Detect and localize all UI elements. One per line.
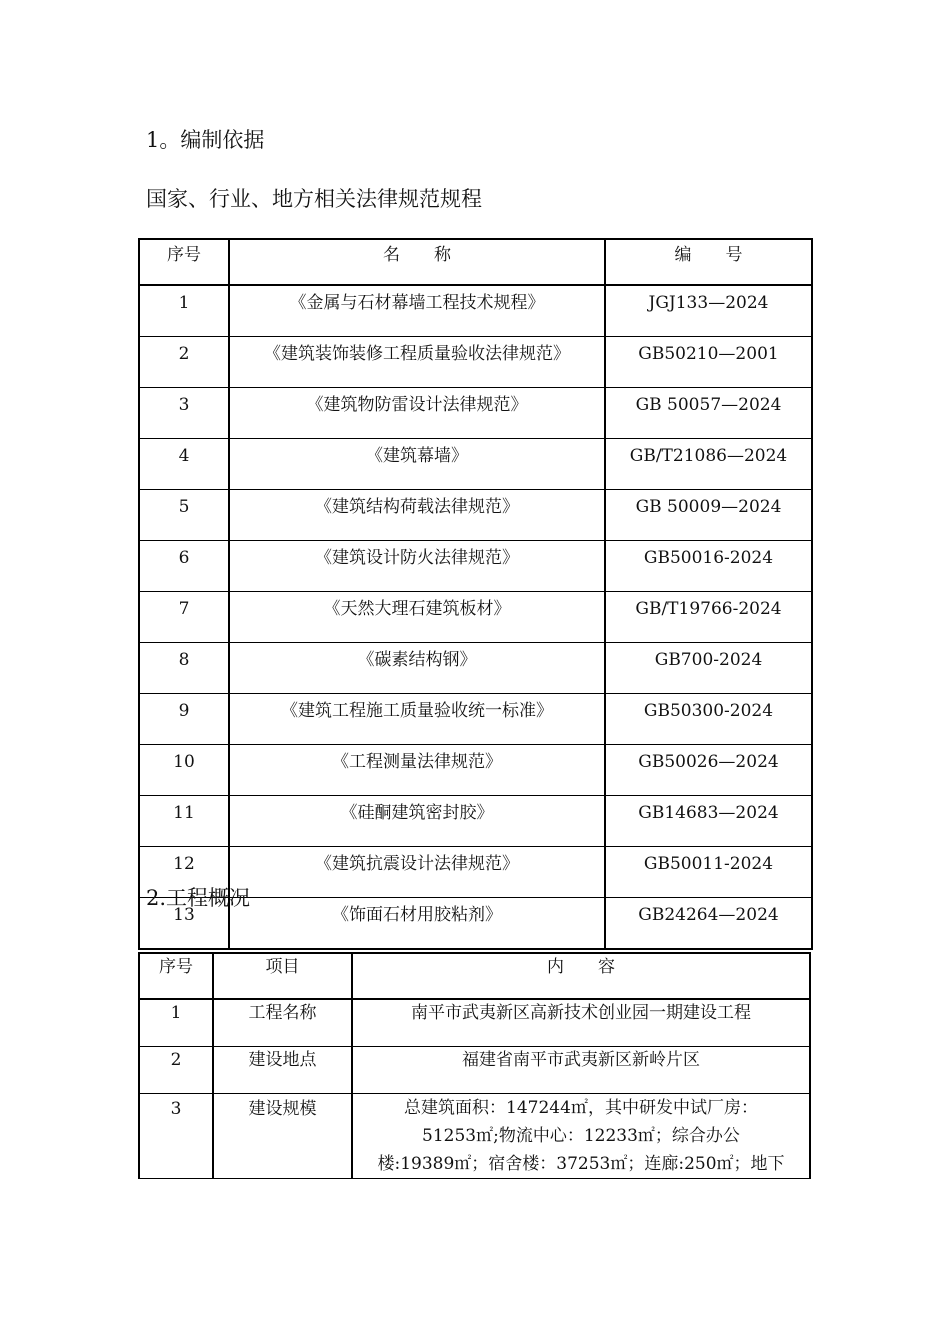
header-no: 序号 [139, 239, 229, 285]
row-code: GB50026—2024 [605, 745, 812, 796]
row-code: GB50011-2024 [605, 847, 812, 898]
header-item: 项目 [213, 953, 352, 999]
row-item: 工程名称 [213, 999, 352, 1047]
row-name: 《饰面石材用胶粘剂》 [229, 898, 605, 950]
table-row [139, 388, 812, 439]
row-no: 3 [139, 1094, 213, 1179]
row-code: GB 50009—2024 [605, 490, 812, 541]
table-row [139, 694, 812, 745]
table-row [139, 999, 810, 1047]
section-2-title: 2.工程概况 [146, 886, 251, 910]
table-row [139, 541, 812, 592]
row-name: 《建筑物防雷设计法律规范》 [229, 388, 605, 439]
content-line: 总建筑面积：147244㎡，其中研发中试厂房： [404, 1098, 758, 1118]
row-no: 13 [139, 898, 229, 950]
table-header-row [139, 239, 812, 285]
row-no: 10 [139, 745, 229, 796]
table-row [139, 643, 812, 694]
row-code: GB14683—2024 [605, 796, 812, 847]
row-name: 《硅酮建筑密封胶》 [229, 796, 605, 847]
row-item: 建设规模 [213, 1094, 352, 1179]
content-line: 楼:19389㎡；宿舍楼：37253㎡；连廊:250㎡；地下 [377, 1154, 785, 1174]
header-code: 编 号 [605, 239, 812, 285]
row-no: 5 [139, 490, 229, 541]
row-name: 《工程测量法律规范》 [229, 745, 605, 796]
row-content [352, 1094, 810, 1179]
row-name: 《天然大理石建筑板材》 [229, 592, 605, 643]
overview-table [138, 952, 811, 1179]
row-no: 1 [139, 999, 213, 1047]
table-row [139, 337, 812, 388]
row-content: 福建省南平市武夷新区新岭片区 [352, 1047, 810, 1094]
row-code: GB50300-2024 [605, 694, 812, 745]
row-no: 2 [139, 337, 229, 388]
row-no: 12 [139, 847, 229, 898]
row-no: 8 [139, 643, 229, 694]
row-no: 7 [139, 592, 229, 643]
row-no: 11 [139, 796, 229, 847]
table-row [139, 796, 812, 847]
row-code: GB700-2024 [605, 643, 812, 694]
row-name: 《建筑设计防火法律规范》 [229, 541, 605, 592]
row-name: 《建筑幕墙》 [229, 439, 605, 490]
table-row [139, 439, 812, 490]
table-row [139, 490, 812, 541]
row-name: 《碳素结构钢》 [229, 643, 605, 694]
standards-table [138, 238, 813, 950]
row-code: GB50210—2001 [605, 337, 812, 388]
row-no: 9 [139, 694, 229, 745]
row-name: 《金属与石材幕墙工程技术规程》 [229, 285, 605, 337]
header-no: 序号 [139, 953, 213, 999]
section-1-subtitle: 国家、行业、地方相关法律规范规程 [146, 187, 482, 211]
header-name: 名 称 [229, 239, 605, 285]
row-code: JGJ133—2024 [605, 285, 812, 337]
row-code: GB50016-2024 [605, 541, 812, 592]
row-no: 6 [139, 541, 229, 592]
row-content: 南平市武夷新区高新技术创业园一期建设工程 [352, 999, 810, 1047]
row-item: 建设地点 [213, 1047, 352, 1094]
row-no: 1 [139, 285, 229, 337]
header-content: 内 容 [352, 953, 810, 999]
table-header-row [139, 953, 810, 999]
table-row [139, 592, 812, 643]
row-name: 《建筑工程施工质量验收统一标准》 [229, 694, 605, 745]
table-row [139, 1047, 810, 1094]
section-1-title: 1。编制依据 [146, 128, 265, 152]
row-name: 《建筑装饰装修工程质量验收法律规范》 [229, 337, 605, 388]
row-code: GB/T21086—2024 [605, 439, 812, 490]
row-name: 《建筑结构荷载法律规范》 [229, 490, 605, 541]
row-code: GB24264—2024 [605, 898, 812, 950]
row-code: GB 50057—2024 [605, 388, 812, 439]
row-code: GB/T19766-2024 [605, 592, 812, 643]
content-line: 51253㎡;物流中心：12233㎡；综合办公 [422, 1126, 740, 1146]
table-row [139, 1094, 810, 1179]
row-no: 3 [139, 388, 229, 439]
table-row [139, 285, 812, 337]
row-no: 4 [139, 439, 229, 490]
row-name: 《建筑抗震设计法律规范》 [229, 847, 605, 898]
row-no: 2 [139, 1047, 213, 1094]
table-row [139, 745, 812, 796]
